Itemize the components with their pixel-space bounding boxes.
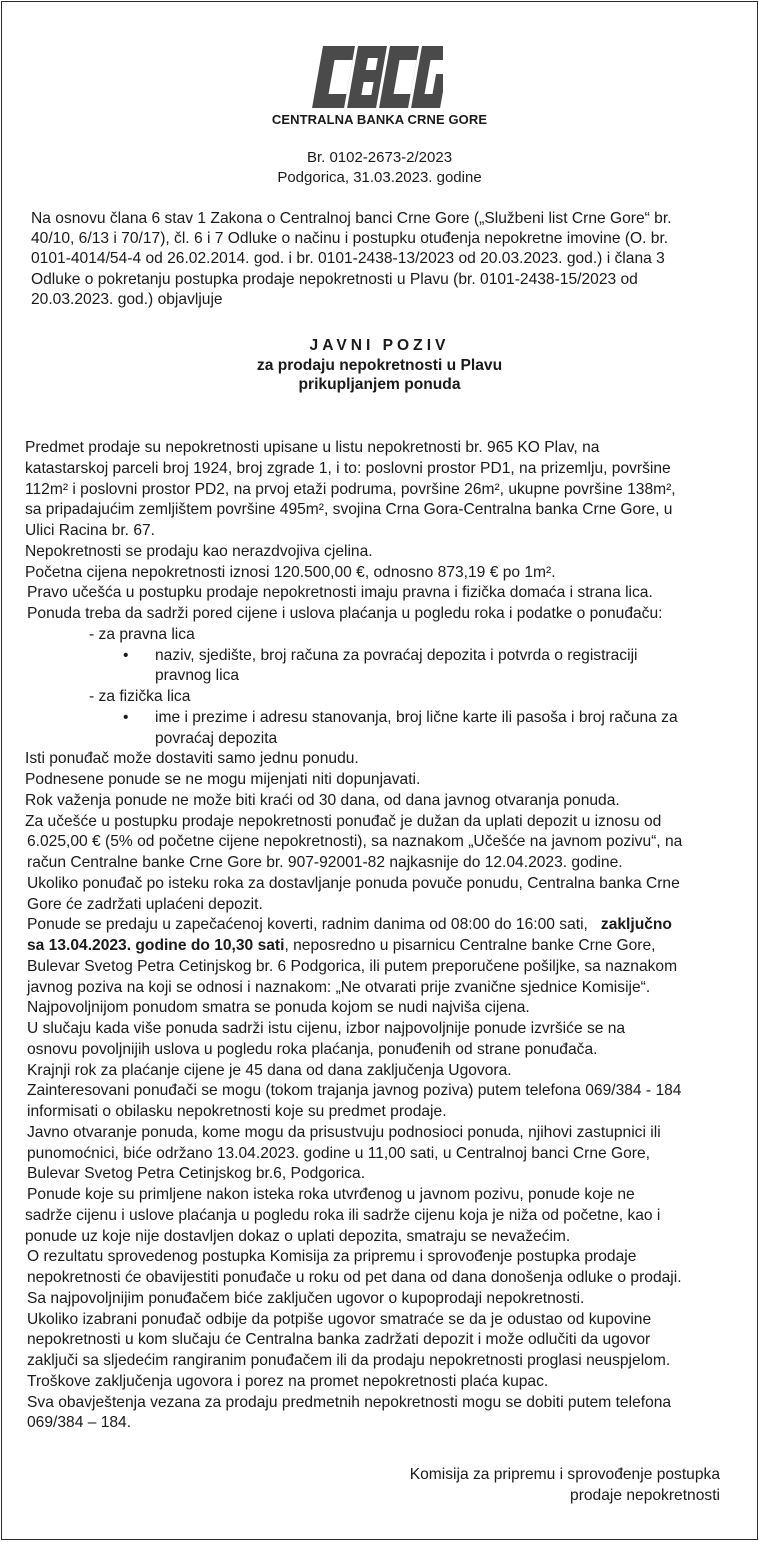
payment-deadline-sentence: Krajnji rok za plaćanje cijene je 45 dana od dana zaključenja Ugovora. [27,1061,512,1079]
text-line: Za učešće u postupku prodaje nepokretnosti ponuđač je dužan da uplati depozit u iznosu od [25,812,662,830]
contract-sentence: Sa najpovoljnijim ponuđačem biće zaključen ugovor o kupoprodaji nepokretnosti. [27,1289,585,1307]
text-line: informisati o obilasku nepokretnosti koje su predmet prodaje. [27,1103,447,1120]
title-subject: za prodaju nepokretnosti u Plavu [256,356,503,374]
deposit-paragraph [25,812,737,874]
text-line: naziv, sjedište, broj računa za povraćaj depozita i potvrda o registraciji [155,646,638,664]
submission-deadline-bold: zaključno [600,916,672,934]
bullet-icon: • [123,646,129,664]
opening-paragraph [25,1123,737,1185]
one-offer-sentence: Isti ponuđač može dostaviti samo jednu ponudu. [25,750,359,768]
intro-line: 40/10, 6/13 i 70/17), čl. 6 i 7 Odluke o načinu i postupku otuđenja nepokretne imovine (O. br. [31,230,669,248]
natural-persons-label: - za fizička lica [89,688,191,705]
title-main: JAVNI POZIV [309,337,450,354]
legal-entities-item [25,646,737,688]
legal-entities-label: - za pravna lica [89,625,195,643]
signature-line: Komisija za pripremu i sprovođenje postupka [409,1466,720,1483]
text-line: Predmet prodaje su nepokretnosti upisane u listu nepokretnosti br. 965 KO Plav, na [25,439,600,456]
text-line [27,915,737,936]
text-line: nepokretnosti u kom slučaju će Centralna banka zadržati depozit i može odlučiti da ugovor [27,1331,651,1349]
withdraw-paragraph [25,874,737,916]
text-line: Sva obavještenja vezana za prodaju predmetnih nepokretnosti mogu se dobiti putem telefona [27,1393,672,1411]
costs-sentence: Troškove zaključenja ugovora i porez na promet nepokretnosti plaća kupac. [27,1372,549,1390]
best-offer-sentence: Najpovoljnijom ponudom smatra se ponuda kojom se nudi najviša cijena. [27,999,530,1017]
text-line: Ulici Racina br. 67. [25,522,156,539]
invalid-offers-paragraph [25,1185,737,1247]
intro-line: Na osnovu člana 6 stav 1 Zakona o Centralnoj banci Crne Gore („Službeni list Crne Gore“ br. [31,210,672,227]
text-line: povraćaj depozita [155,729,278,747]
text-line: U slučaju kada više ponuda sadrži istu cijenu, izbor najpovoljnije ponude izvršiće se na [27,1020,626,1037]
text-line: Zainteresovani ponuđači se mogu (tokom trajanja javnog poziva) putem telefona 069/384 - 184 [27,1082,682,1100]
natural-persons-item [25,708,737,750]
intro-line: Odluke o pokretanju postupka prodaje nepokretnosti u Plavu (br. 0101-2438-15/2023 od [31,270,638,288]
submission-paragraph [25,915,737,998]
indivisible-sentence: Nepokretnosti se prodaju kao nerazdvojiva cjelina. [25,542,373,560]
reference-number: Br. 0102-2673-2/2023 [306,149,453,166]
signature-line: prodaje nepokretnosti [570,1486,720,1504]
inspection-paragraph [25,1081,737,1123]
refusal-paragraph [25,1310,737,1372]
bank-name: CENTRALNA BANKA CRNE GORE [271,112,488,127]
offer-contents-sentence: Ponuda treba da sadrži pored cijene i uslova plaćanja u pogledu roka i podatke o ponuđaču: [27,605,663,622]
text-line: sadrže cijenu i uslove plaćanja u pogledu roka ili sadrže cijenu koja je niža od početne, kao i [25,1206,661,1224]
participants-sentence: Pravo učešća u postupku prodaje nepokretnosti imaju pravna i fizička domaća i strana lica. [27,584,653,602]
intro-line: 0101-4014/54-4 od 26.02.2014. god. i br. 0101-2438-13/2023 od 20.03.2023. god.) i člana 3 [31,250,665,268]
text-line: ime i prezime i adresu stanovanja, broj lične karte ili pasoša i broj računa za [155,708,678,726]
text-line: Bulevar Svetog Petra Cetinjskog br. 6 Podgorica, ili putem preporučene pošiljke, sa naznakom [27,957,678,975]
text-line: račun Centralne banke Crne Gore br. 907-92001-82 najkasnije do 12.04.2023. godine. [27,854,623,871]
title-method: prikupljanjem ponuda [298,376,461,393]
info-paragraph [25,1393,737,1435]
text-line: Ponude koje su primljene nakon isteka roka utvrđenog u javnom pozivu, ponude koje ne [27,1186,635,1203]
intro-line: 20.03.2023. god.) objavljuje [31,290,223,308]
text-line: 112m² i poslovni prostor PD2, na prvoj etaži podruma, površine 26m², ukupne površine 138m², [25,480,676,498]
notice-title [2,336,757,395]
start-price-sentence: Početna cijena nepokretnosti iznosi 120.500,00 €, odnosno 873,19 € po 1m². [25,563,556,581]
notice-body [25,438,737,1434]
validity-sentence: Rok važenja ponude ne može biti kraći od 30 dana, od dana javnog otvaranja ponuda. [25,791,620,809]
submission-text: , neposredno u pisarnicu Centralne banke Crne Gore, [284,937,656,954]
submission-text: Ponude se predaju u zapečaćenoj koverti, radnim danima od 08:00 do 16:00 sati, [27,916,588,934]
result-paragraph [25,1247,737,1289]
text-line: osnovu povoljnijih uslova u pogledu roka plaćanja, ponuđenih od strane ponuđača. [27,1040,598,1058]
same-price-paragraph [25,1019,737,1061]
text-line: 6.025,00 € (5% od početne cijene nepokretnosti), sa naznakom „Učešće na javnom pozivu“, na [27,833,683,851]
text-line: pravnog lica [155,667,240,685]
cbcg-logo [311,46,443,108]
text-line: javnog poziva na koji se odnosi i naznakom: „Ne otvarati prije zvanične sjednice Komisije“. [27,978,651,996]
text-line: zaključi sa sljedećim rangiranim ponuđačem ili da prodaju nepokretnosti proglasi neuspjelom. [27,1352,671,1369]
text-line: Javno otvaranje ponuda, kome mogu da prisustvuju podnosioci ponuda, njihovi zastupnici ili [27,1123,661,1141]
text-line: Ukoliko izabrani ponuđač odbije da potpiše ugovor smatraće se da je odustao od kupovine [27,1310,652,1328]
no-change-sentence: Podnesene ponude se ne mogu mijenjati niti dopunjavati. [25,771,421,788]
place-date: Podgorica, 31.03.2023. godine [277,168,482,186]
bullet-icon: • [123,708,129,726]
text-line: O rezultatu sprovedenog postupka Komisija za pripremu i sprovođenje postupka prodaje [27,1248,637,1266]
submission-deadline-bold: sa 13.04.2023. godine do 10,30 sati [27,937,285,954]
text-line [27,936,737,957]
legal-basis-paragraph [31,209,724,310]
text-line: katastarskoj parceli broj 1924, broj zgrade 1, i to: poslovni prostor PD1, na prizemlju, površine [25,459,671,477]
signature-block [410,1465,720,1506]
text-line: Bulevar Svetog Petra Cetinjskog br.6, Podgorica. [27,1165,366,1183]
reference-block [2,148,757,187]
text-line: Gore će zadržati uplaćeni depozit. [27,895,263,913]
text-line: punomoćnici, biće održano 13.04.2023. godine u 11,00 sati, u Centralnoj banci Crne Gore, [27,1144,650,1162]
text-line: ponude uz koje nije dostavljen dokaz o uplati depozita, smatraju se nevažećim. [25,1227,571,1245]
notice-page [1,1,758,1540]
subject-paragraph [25,438,737,542]
text-line: sa pripadajućim zemljištem površine 495m², svojina Crna Gora-Centralna banka Crne Gore, u [25,501,673,519]
text-line: Ukoliko ponuđač po isteku roka za dostavljanje ponuda povuče ponudu, Centralna banka Crne [27,874,680,892]
text-line: nepokretnosti će obavijestiti ponuđače u roku od pet dana od dana donošenja odluke o prodaji. [27,1269,682,1286]
text-line: 069/384 – 184. [27,1414,132,1432]
